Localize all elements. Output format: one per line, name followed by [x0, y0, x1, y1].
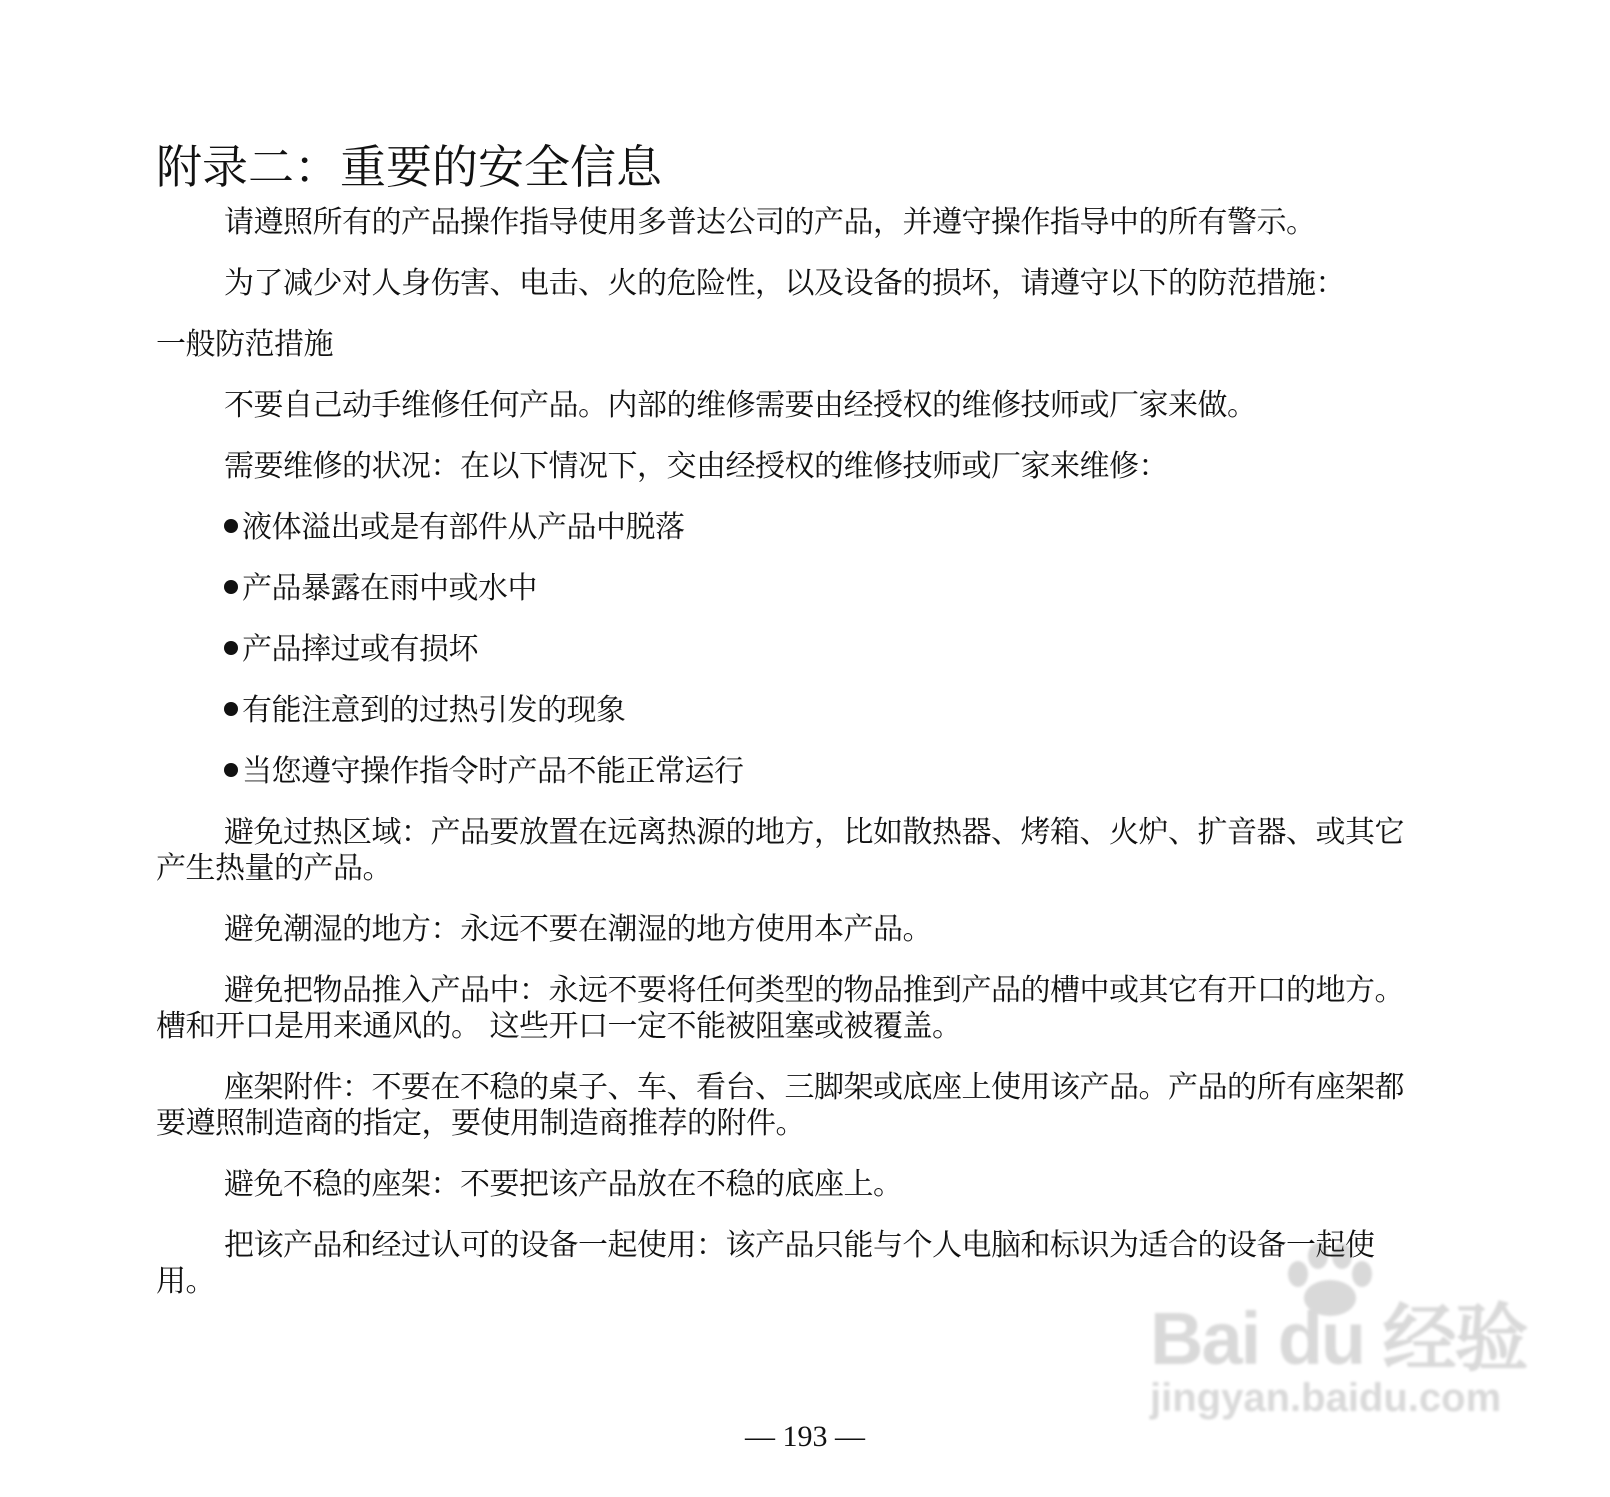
- bullet-item: [156, 510, 1426, 546]
- precaution-unstable: 避免不稳的座架：不要把该产品放在不稳的底座上。: [224, 1167, 903, 1203]
- bullet-item: [156, 754, 1426, 790]
- general-paragraph-2: 需要维修的状况：在以下情况下，交由经授权的维修技师或厂家来维修：: [224, 449, 1168, 485]
- bullet-text: 产品摔过或有损坏: [242, 632, 478, 668]
- bullet-text: 产品暴露在雨中或水中: [242, 571, 537, 607]
- precaution-mounting: 座架附件：不要在不稳的桌子、车、看台、三脚架或底座上使用该产品。产品的所有座架都要遵照制造商的指定，要使用制造商推荐的附件。: [156, 1070, 1404, 1142]
- page-title: 附录二：重要的安全信息: [156, 140, 662, 194]
- intro-paragraph-2: 为了减少对人身伤害、电击、火的危险性，以及设备的损坏，请遵守以下的防范措施：: [224, 266, 1345, 302]
- bullet-item: [156, 571, 1426, 607]
- precaution-objects: 避免把物品推入产品中：永远不要将任何类型的物品推到产品的槽中或其它有开口的地方。槽和开口是用来通风的。 这些开口一定不能被阻塞或被覆盖。: [156, 973, 1404, 1045]
- bullet-item: [156, 693, 1426, 729]
- page-number: — 193 —: [745, 1420, 865, 1453]
- baidu-watermark: [1150, 1280, 1527, 1440]
- document-page: [156, 140, 1426, 1325]
- intro-paragraph-1: 请遵照所有的产品操作指导使用多普达公司的产品，并遵守操作指导中的所有警示。: [224, 205, 1316, 241]
- bullet-icon: [224, 641, 238, 655]
- bullet-text: 有能注意到的过热引发的现象: [242, 693, 626, 729]
- watermark-url: jingyan.baidu.com: [1150, 1376, 1502, 1420]
- general-paragraph-1: 不要自己动手维修任何产品。内部的维修需要由经授权的维修技师或厂家来做。: [224, 388, 1257, 424]
- bullet-icon: [224, 519, 238, 533]
- section-heading: 一般防范措施: [156, 327, 333, 363]
- bullet-text: 当您遵守操作指令时产品不能正常运行: [242, 754, 744, 790]
- precaution-approved-devices: 把该产品和经过认可的设备一起使用：该产品只能与个人电脑和标识为适合的设备一起使用。: [156, 1228, 1375, 1300]
- bullet-item: [156, 632, 1426, 668]
- watermark-logo-text: Bai du 经验: [1150, 1297, 1527, 1380]
- bullet-icon: [224, 580, 238, 594]
- precaution-humidity: 避免潮湿的地方：永远不要在潮湿的地方使用本产品。: [224, 912, 932, 948]
- bullet-text: 液体溢出或是有部件从产品中脱落: [242, 510, 685, 546]
- bullet-icon: [224, 763, 238, 777]
- bullet-icon: [224, 702, 238, 716]
- precaution-heat: 避免过热区域：产品要放置在远离热源的地方，比如散热器、烤箱、火炉、扩音器、或其它产生热量的产品。: [156, 815, 1404, 887]
